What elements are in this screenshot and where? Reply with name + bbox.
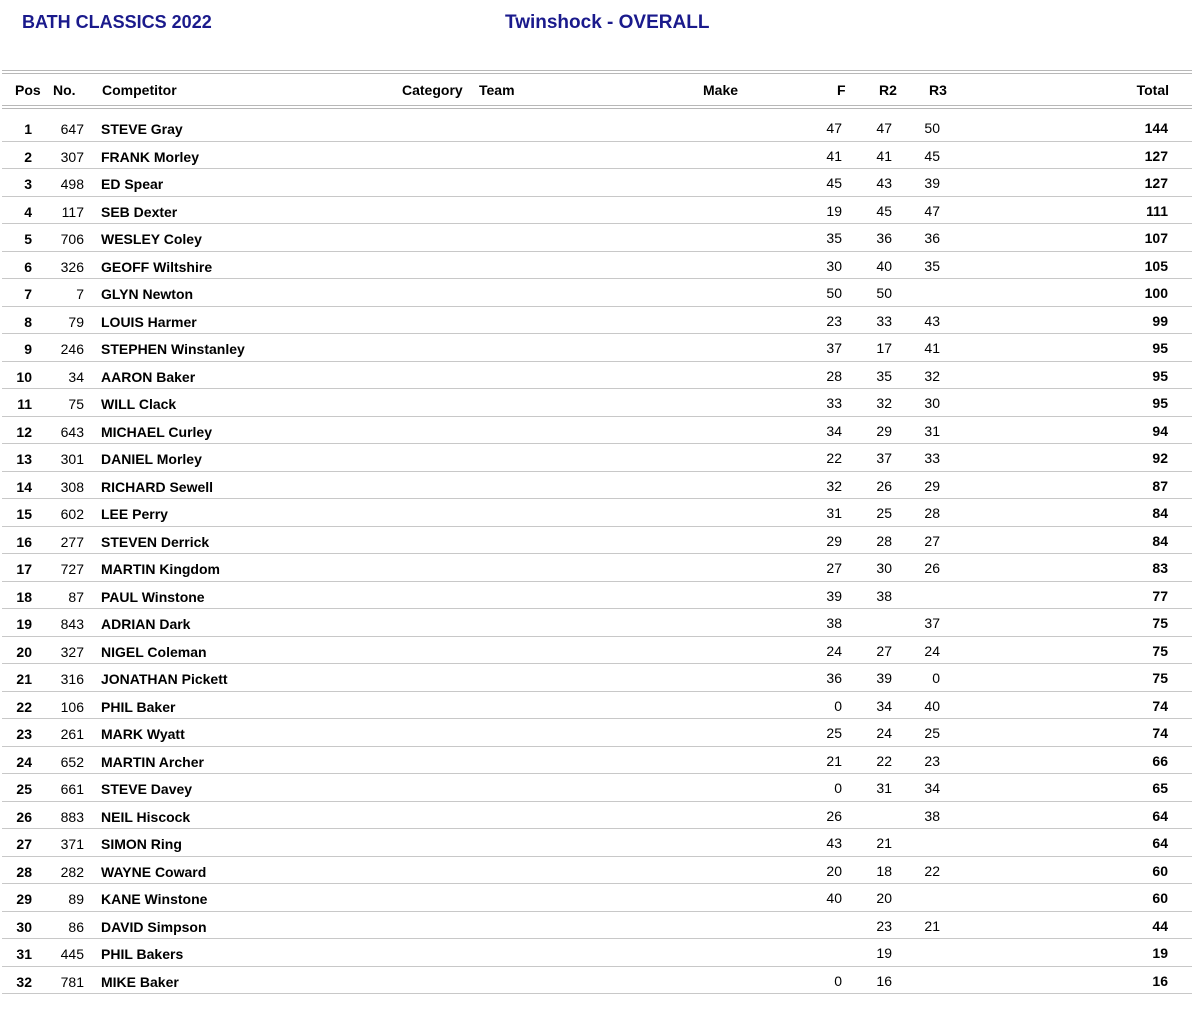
cell-competitor: STEVE Davey [101,781,193,797]
cell-r2: 32 [876,395,892,411]
col-header-make: Make [703,82,739,98]
col-header-f: F [837,82,846,98]
cell-number: 86 [68,918,84,935]
cell-f: 0 [834,972,842,989]
cell-competitor: PAUL Winstone [101,588,205,605]
cell-r3: 37 [924,615,940,631]
cell-r2: 37 [876,450,892,466]
cell-f: 24 [826,642,842,659]
header-divider [2,105,1192,106]
cell-total: 60 [1152,890,1168,906]
cell-total: 66 [1152,752,1168,769]
cell-pos: 26 [16,808,32,825]
table-row [0,884,1200,912]
cell-r2: 23 [876,917,892,934]
cell-pos: 10 [16,368,32,385]
cell-f: 45 [826,175,842,191]
cell-number: 781 [60,973,84,990]
cell-competitor: MARK Wyatt [101,726,185,742]
cell-r2: 45 [876,202,892,219]
cell-pos: 6 [24,258,32,275]
cell-total: 94 [1152,422,1168,439]
cell-number: 706 [60,231,84,247]
cell-f: 28 [826,367,842,384]
cell-r3: 27 [924,532,940,549]
table-row [0,912,1200,940]
cell-pos: 24 [16,753,32,770]
table-row [0,307,1200,335]
cell-number: 843 [60,616,84,632]
cell-number: 498 [60,176,84,192]
cell-r3: 34 [924,780,940,796]
cell-f: 25 [826,725,842,741]
cell-r3: 39 [924,175,940,191]
cell-r2: 29 [876,422,892,439]
cell-competitor: DANIEL Morley [101,451,202,467]
cell-r3: 47 [924,202,940,219]
cell-r2: 22 [876,752,892,769]
col-header-r3: R3 [929,82,947,98]
cell-pos: 4 [24,203,32,220]
cell-r3: 23 [924,752,940,769]
table-row [0,362,1200,390]
col-header-no: No. [53,82,76,98]
cell-f: 26 [826,807,842,824]
cell-f: 33 [826,395,842,411]
table-row [0,197,1200,225]
cell-f: 31 [826,505,842,521]
cell-r2: 16 [876,972,892,989]
cell-competitor: LEE Perry [101,506,168,522]
table-row [0,774,1200,802]
col-header-r2: R2 [879,82,897,98]
cell-pos: 9 [24,341,32,357]
cell-r2: 43 [876,175,892,191]
cell-total: 64 [1152,807,1168,824]
cell-total: 95 [1152,395,1168,411]
cell-number: 106 [60,698,84,715]
cell-number: 727 [60,561,84,577]
cell-f: 19 [826,202,842,219]
cell-pos: 28 [16,863,32,880]
cell-pos: 12 [16,423,32,440]
cell-r3: 43 [924,312,940,329]
cell-competitor: GEOFF Wiltshire [101,258,213,275]
table-row [0,747,1200,775]
cell-f: 21 [826,752,842,769]
cell-r2: 38 [876,587,892,604]
cell-pos: 18 [16,588,32,605]
cell-competitor: MARTIN Archer [101,753,204,770]
cell-f: 41 [826,147,842,164]
cell-pos: 1 [24,121,32,137]
cell-total: 144 [1144,120,1168,136]
cell-r3: 38 [924,807,940,824]
cell-total: 16 [1152,972,1168,989]
cell-r2: 26 [876,477,892,494]
cell-competitor: JONATHAN Pickett [101,671,228,687]
cell-total: 87 [1152,477,1168,494]
cell-pos: 14 [16,478,32,495]
cell-number: 75 [68,396,84,412]
cell-pos: 30 [16,918,32,935]
cell-competitor: SEB Dexter [101,203,178,220]
event-title: BATH CLASSICS 2022 [22,12,212,32]
cell-total: 84 [1152,532,1168,549]
cell-number: 282 [60,863,84,880]
cell-f: 0 [834,780,842,796]
cell-r2: 33 [876,312,892,329]
table-row [0,252,1200,280]
col-header-pos: Pos [15,82,41,98]
table-row [0,417,1200,445]
cell-r3: 0 [932,670,940,686]
cell-f: 23 [826,312,842,329]
header-divider-secondary [2,108,1192,109]
cell-r2: 40 [876,257,892,274]
table-row [0,279,1200,307]
cell-competitor: MARTIN Kingdom [101,561,220,577]
cell-competitor: PHIL Baker [101,698,176,715]
top-divider-secondary [2,73,1192,74]
cell-r3: 45 [924,147,940,164]
cell-r2: 25 [876,505,892,521]
cell-number: 652 [60,753,84,770]
cell-pos: 16 [16,533,32,550]
cell-total: 74 [1152,725,1168,741]
cell-pos: 29 [16,891,32,907]
cell-total: 83 [1152,560,1168,576]
cell-r3: 33 [924,450,940,466]
cell-pos: 22 [16,698,32,715]
cell-r3: 50 [924,120,940,136]
cell-competitor: RICHARD Sewell [101,478,214,495]
cell-r2: 27 [876,642,892,659]
table-row [0,334,1200,362]
table-row [0,114,1200,142]
cell-number: 326 [60,258,84,275]
cell-competitor: NEIL Hiscock [101,808,191,825]
cell-pos: 27 [16,836,32,852]
cell-r3: 35 [924,257,940,274]
cell-total: 77 [1152,587,1168,604]
cell-pos: 11 [17,396,32,412]
cell-f: 47 [826,120,842,136]
cell-r2: 20 [876,890,892,906]
cell-total: 107 [1144,230,1168,246]
cell-pos: 32 [16,973,32,990]
table-row [0,444,1200,472]
cell-f: 30 [826,257,842,274]
table-row [0,169,1200,197]
page-title: Twinshock - OVERALL [505,12,710,33]
cell-r3: 25 [924,725,940,741]
cell-pos: 3 [24,176,32,192]
cell-pos: 8 [24,313,32,330]
cell-r3: 41 [924,340,940,356]
cell-number: 89 [68,891,84,907]
table-row [0,389,1200,417]
cell-number: 277 [60,533,84,550]
cell-r3: 22 [924,862,940,879]
cell-f: 40 [826,890,842,906]
cell-total: 127 [1144,147,1168,164]
cell-r3: 28 [924,505,940,521]
cell-number: 643 [60,423,84,440]
cell-total: 60 [1152,862,1168,879]
cell-total: 95 [1152,367,1168,384]
cell-f: 38 [826,615,842,631]
cell-f: 22 [826,450,842,466]
cell-number: 371 [60,836,84,852]
cell-total: 75 [1152,670,1168,686]
cell-competitor: AARON Baker [101,368,196,385]
cell-total: 65 [1152,780,1168,796]
cell-competitor: NIGEL Coleman [101,643,207,660]
cell-r2: 18 [876,862,892,879]
cell-number: 7 [76,286,84,302]
cell-total: 19 [1152,945,1168,961]
table-row [0,939,1200,967]
cell-r3: 26 [924,560,940,576]
cell-f: 50 [826,285,842,301]
row-divider [2,993,1192,994]
cell-pos: 19 [16,616,32,632]
cell-number: 308 [60,478,84,495]
cell-total: 105 [1144,257,1168,274]
cell-number: 445 [60,946,84,962]
cell-total: 99 [1152,312,1168,329]
cell-r2: 34 [876,697,892,714]
table-row [0,719,1200,747]
cell-f: 0 [834,697,842,714]
table-row [0,802,1200,830]
cell-pos: 2 [24,148,32,165]
cell-r2: 30 [876,560,892,576]
table-row [0,609,1200,637]
cell-competitor: DAVID Simpson [101,918,207,935]
cell-number: 661 [60,781,84,797]
cell-r3: 30 [924,395,940,411]
cell-r3: 32 [924,367,940,384]
table-row [0,637,1200,665]
cell-number: 34 [68,368,84,385]
cell-number: 307 [60,148,84,165]
cell-number: 327 [60,643,84,660]
cell-total: 75 [1152,615,1168,631]
cell-total: 111 [1146,202,1168,219]
cell-competitor: MIKE Baker [101,973,179,990]
cell-r2: 50 [876,285,892,301]
cell-f: 43 [826,835,842,851]
table-row [0,967,1200,995]
cell-number: 261 [60,726,84,742]
cell-competitor: LOUIS Harmer [101,313,197,330]
cell-competitor: MICHAEL Curley [101,423,212,440]
cell-competitor: STEVEN Derrick [101,533,210,550]
cell-r3: 21 [924,917,940,934]
cell-competitor: KANE Winstone [101,891,208,907]
cell-number: 647 [60,121,84,137]
cell-competitor: PHIL Bakers [101,946,184,962]
cell-number: 602 [60,506,84,522]
col-header-team: Team [479,82,515,98]
cell-f: 20 [826,862,842,879]
table-row [0,582,1200,610]
cell-total: 64 [1152,835,1168,851]
cell-total: 95 [1152,340,1168,356]
table-row [0,472,1200,500]
cell-r2: 41 [876,147,892,164]
cell-r3: 36 [924,230,940,246]
cell-pos: 20 [16,643,32,660]
cell-r3: 24 [924,642,940,659]
cell-r3: 31 [924,422,940,439]
cell-pos: 15 [16,506,32,522]
cell-competitor: STEVE Gray [101,121,183,137]
cell-pos: 17 [16,561,32,577]
cell-f: 36 [826,670,842,686]
cell-number: 87 [68,588,84,605]
cell-number: 79 [68,313,84,330]
cell-f: 32 [826,477,842,494]
cell-f: 35 [826,230,842,246]
top-divider [2,70,1192,71]
cell-total: 44 [1152,917,1168,934]
cell-f: 34 [826,422,842,439]
cell-total: 92 [1152,450,1168,466]
cell-pos: 7 [24,286,32,302]
cell-competitor: GLYN Newton [101,286,194,302]
cell-competitor: SIMON Ring [101,836,182,852]
cell-number: 301 [60,451,84,467]
table-row [0,554,1200,582]
cell-total: 74 [1152,697,1168,714]
cell-r2: 47 [876,120,892,136]
table-row [0,224,1200,252]
cell-pos: 5 [24,231,32,247]
cell-competitor: STEPHEN Winstanley [101,341,245,357]
cell-pos: 31 [16,946,32,962]
cell-competitor: WESLEY Coley [101,231,202,247]
cell-f: 37 [826,340,842,356]
cell-r2: 39 [876,670,892,686]
cell-r2: 35 [876,367,892,384]
cell-total: 100 [1144,285,1168,301]
cell-f: 39 [826,587,842,604]
col-header-category: Category [402,82,463,98]
table-row [0,664,1200,692]
cell-competitor: ADRIAN Dark [101,616,191,632]
cell-r3: 29 [924,477,940,494]
table-row [0,692,1200,720]
table-row [0,527,1200,555]
cell-number: 246 [60,341,84,357]
cell-r2: 17 [876,340,892,356]
cell-pos: 13 [16,451,32,467]
cell-r2: 31 [876,780,892,796]
cell-pos: 21 [16,671,32,687]
cell-competitor: FRANK Morley [101,148,200,165]
col-header-competitor: Competitor [102,82,177,98]
cell-total: 75 [1152,642,1168,659]
table-row [0,829,1200,857]
col-header-total: Total [1136,82,1169,98]
cell-f: 29 [826,532,842,549]
cell-r2: 19 [876,945,892,961]
cell-pos: 23 [16,726,32,742]
cell-total: 127 [1144,175,1168,191]
cell-pos: 25 [16,781,32,797]
cell-r2: 21 [876,835,892,851]
cell-r2: 28 [876,532,892,549]
table-row [0,142,1200,170]
cell-competitor: WILL Clack [101,396,177,412]
cell-r2: 36 [876,230,892,246]
cell-number: 117 [61,203,84,220]
cell-f: 27 [826,560,842,576]
cell-competitor: WAYNE Coward [101,863,207,880]
cell-r3: 40 [924,697,940,714]
table-row [0,499,1200,527]
cell-total: 84 [1152,505,1168,521]
cell-number: 883 [60,808,84,825]
cell-r2: 24 [876,725,892,741]
table-row [0,857,1200,885]
cell-competitor: ED Spear [101,176,164,192]
cell-number: 316 [60,671,84,687]
